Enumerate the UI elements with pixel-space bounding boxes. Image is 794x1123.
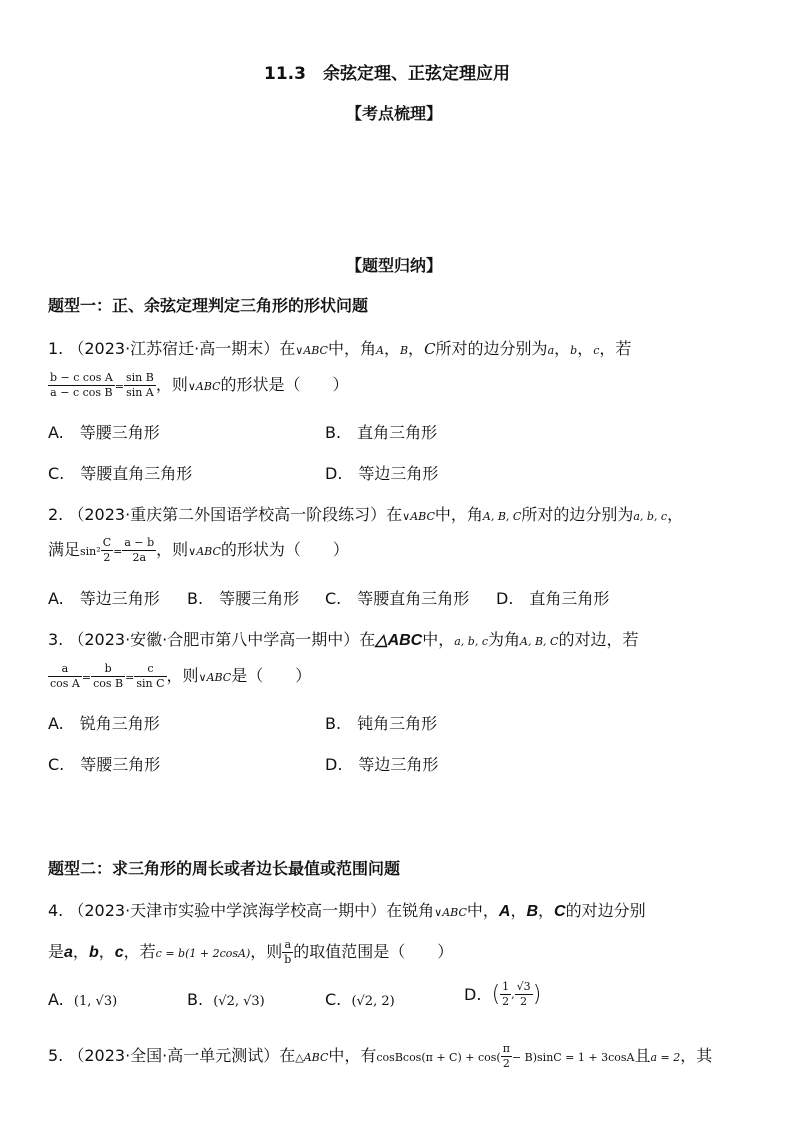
q1-tri: ∨ABC xyxy=(295,344,328,357)
q4-option-c[interactable] xyxy=(325,990,395,1009)
type1-heading: 题型一：正、余弦定理判定三角形的形状问题 xyxy=(48,296,369,315)
q2-frac-den: 2 xyxy=(103,551,111,564)
q4-sep: ， xyxy=(538,901,555,920)
q4-sep: ， xyxy=(98,942,115,961)
q3-frac-num: a xyxy=(48,662,82,677)
q4-option-d[interactable] xyxy=(464,980,541,1009)
q1-sep: ， xyxy=(554,339,571,358)
section-tixing: 【题型归纳】 xyxy=(346,256,443,275)
q2-option-c[interactable]: C. 等腰直角三角形 xyxy=(325,589,470,608)
q3-number: 3. xyxy=(48,630,64,649)
q3-option-b[interactable]: B. 钝角三角形 xyxy=(325,714,438,733)
q2-sin2: sin² xyxy=(80,545,101,558)
q5-tri: △ABC xyxy=(295,1051,329,1064)
q3-text: 是（ ） xyxy=(231,666,312,685)
q3-option-c[interactable]: C. 等腰三角形 xyxy=(48,755,161,774)
q1-fraction xyxy=(48,371,115,400)
q3-equals: = xyxy=(125,671,135,684)
q5-text: 中，有 xyxy=(328,1046,377,1065)
q2-frac-num: a − b xyxy=(124,536,155,549)
q5-expression: − B)sinC = 1 + 3cosA xyxy=(511,1051,635,1064)
q2-frac-num: C xyxy=(102,536,112,549)
q3-frac-den: cos A xyxy=(50,677,80,690)
q5-number: 5. xyxy=(48,1046,64,1065)
q3-text: ，则 xyxy=(166,666,199,685)
q2-text: 中，角 xyxy=(434,505,483,524)
section-kaodian: 【考点梳理】 xyxy=(346,104,443,123)
q2-option-d[interactable]: D. 直角三角形 xyxy=(496,589,610,608)
q3-line2 xyxy=(48,662,311,691)
q5-frac-den: 2 xyxy=(502,1057,510,1070)
q4-option-d-label: D. xyxy=(464,985,482,1004)
q3-frac-num: c xyxy=(134,662,166,677)
q4-side-c: c xyxy=(114,944,124,961)
q4-option-d-close-paren: ) xyxy=(532,982,542,1007)
q3-frac-den: cos B xyxy=(93,677,124,690)
q2-angles: A, B, C xyxy=(482,510,522,523)
q5-fraction xyxy=(501,1042,512,1071)
q4-option-a-label: A. xyxy=(48,990,64,1009)
q3-fraction xyxy=(48,662,82,691)
q3-frac-den: sin C xyxy=(136,677,165,690)
q2-equals: = xyxy=(113,545,123,558)
q5-line1 xyxy=(48,1042,712,1071)
q2-frac-den: 2a xyxy=(132,551,147,564)
q2-text: ， xyxy=(667,505,684,524)
q4-option-a[interactable] xyxy=(48,990,117,1009)
q3-source: （2023·安徽·合肥市第八中学高一期中）在 xyxy=(68,630,376,649)
q1-option-d[interactable]: D. 等边三角形 xyxy=(325,464,439,483)
q1-angle-a: A xyxy=(375,344,384,357)
q4-option-b[interactable] xyxy=(187,990,265,1009)
q2-tri: ∨ABC xyxy=(402,510,435,523)
q1-tri: ∨ABC xyxy=(187,380,221,393)
q4-condition: c = b(1 + 2cosA) xyxy=(155,947,251,960)
q4-fraction xyxy=(282,938,293,967)
q4-frac-den: b xyxy=(284,953,292,966)
q2-text: 的形状为（ ） xyxy=(220,540,349,559)
q1-text: 所对的边分别为 xyxy=(435,339,548,358)
q4-sep: ， xyxy=(510,901,527,920)
q3-fraction xyxy=(91,662,125,691)
q4-option-c-value: (√2, 2) xyxy=(351,994,395,1009)
q4-text: 是 xyxy=(48,942,65,961)
q1-number: 1. xyxy=(48,339,64,358)
q1-sep: ， xyxy=(577,339,594,358)
q4-text: ，若 xyxy=(123,942,156,961)
q5-condition: a = 2 xyxy=(650,1051,681,1064)
q1-equals: = xyxy=(114,380,124,393)
q4-option-b-label: B. xyxy=(187,990,204,1009)
q2-option-b[interactable]: B. 等腰三角形 xyxy=(187,589,300,608)
q1-option-b[interactable]: B. 直角三角形 xyxy=(325,423,438,442)
q1-option-a[interactable]: A. 等腰三角形 xyxy=(48,423,160,442)
q2-line2 xyxy=(48,536,349,565)
q4-text: ，则 xyxy=(250,942,283,961)
q3-tri: △ABC xyxy=(375,632,423,649)
q1-sep: ， xyxy=(408,339,425,358)
q1-option-c[interactable]: C. 等腰直角三角形 xyxy=(48,464,193,483)
q4-option-d-frac-num: 1 xyxy=(502,980,510,993)
q1-side-a: a xyxy=(547,344,555,357)
q5-expression: cosBcos(π + C) + cos( xyxy=(376,1051,501,1064)
q4-text: 的对边分别 xyxy=(565,901,646,920)
q3-equals: = xyxy=(81,671,92,684)
q4-angle-c: C xyxy=(554,903,566,920)
q1-angle-c: C xyxy=(424,340,436,358)
q4-option-d-frac-den: 2 xyxy=(520,995,528,1008)
q4-option-d-comma: , xyxy=(511,988,515,1001)
q5-text: 且 xyxy=(634,1046,651,1065)
q4-source: （2023·天津市实验中学滨海学校高一期中）在锐角 xyxy=(68,901,435,920)
q1-angle-b: B xyxy=(399,344,409,357)
q1-fraction xyxy=(124,371,156,400)
q4-option-d-frac-num: √3 xyxy=(516,980,531,993)
q2-tri: ∨ABC xyxy=(188,545,221,558)
q5-text: ，其 xyxy=(680,1046,713,1065)
q3-option-d[interactable]: D. 等边三角形 xyxy=(325,755,439,774)
q1-side-b: b xyxy=(570,344,578,357)
q1-frac-num: sin B xyxy=(126,371,154,384)
q4-angle-a: A xyxy=(498,903,511,920)
q2-line1 xyxy=(48,502,683,525)
q3-text: 为角 xyxy=(488,630,521,649)
q5-source: （2023·全国·高一单元测试）在 xyxy=(68,1046,296,1065)
q4-sep: ， xyxy=(72,942,89,961)
q4-option-d-fraction xyxy=(515,980,533,1009)
q1-text: ，若 xyxy=(599,339,632,358)
q2-text: 所对的边分别为 xyxy=(521,505,634,524)
q3-option-a[interactable]: A. 锐角三角形 xyxy=(48,714,160,733)
q2-option-a[interactable]: A. 等边三角形 xyxy=(48,589,160,608)
page-title: 11.3 余弦定理、正弦定理应用 xyxy=(264,64,510,84)
q3-sides: a, b, c xyxy=(454,635,488,648)
q4-text: 中， xyxy=(466,901,499,920)
q4-option-c-label: C. xyxy=(325,990,342,1009)
type2-heading: 题型二：求三角形的周长或者边长最值或范围问题 xyxy=(48,859,401,878)
q1-side-c: c xyxy=(593,344,600,357)
q4-option-b-value: (√2, √3) xyxy=(213,994,265,1009)
q2-fraction xyxy=(101,536,113,565)
q1-text: 的形状是（ ） xyxy=(220,375,349,394)
q4-frac-num: a xyxy=(282,938,293,953)
q1-sep: ， xyxy=(383,339,400,358)
q3-text: 的对边，若 xyxy=(558,630,639,649)
q2-source: （2023·重庆第二外国语学校高一阶段练习）在 xyxy=(68,505,403,524)
q3-line1 xyxy=(48,627,638,650)
q2-text: ，则 xyxy=(156,540,189,559)
q4-option-d-fraction xyxy=(500,980,511,1009)
q4-side-a: a xyxy=(64,944,73,961)
q1-frac-den: a − c cos B xyxy=(50,386,113,399)
q4-tri: ∨ABC xyxy=(434,906,467,919)
q3-fraction xyxy=(134,662,166,691)
q3-frac-num: b xyxy=(91,662,125,677)
q4-line2 xyxy=(48,938,453,967)
q2-fraction xyxy=(122,536,156,565)
q4-angle-b: B xyxy=(526,903,539,920)
q5-frac-num: π xyxy=(502,1042,510,1055)
q4-option-a-value: (1, √3) xyxy=(73,994,118,1009)
q4-side-b: b xyxy=(88,944,99,961)
q1-frac-den: sin A xyxy=(126,386,154,399)
q4-number: 4. xyxy=(48,901,64,920)
q3-tri: ∨ABC xyxy=(198,671,232,684)
q1-source: （2023·江苏宿迁·高一期末）在 xyxy=(68,339,296,358)
q1-text: 中，角 xyxy=(327,339,376,358)
q2-text: 满足 xyxy=(48,540,81,559)
q4-option-d-open-paren: ( xyxy=(491,982,501,1007)
q1-line2 xyxy=(48,371,349,400)
q1-text: ，则 xyxy=(155,375,188,394)
q4-text: 的取值范围是（ ） xyxy=(293,942,454,961)
q2-number: 2. xyxy=(48,505,64,524)
q3-text: 中， xyxy=(422,630,455,649)
q3-angles: A, B, C xyxy=(520,635,559,648)
q1-line1 xyxy=(48,336,631,359)
q1-frac-num: b − c cos A xyxy=(50,371,113,384)
q4-option-d-frac-den: 2 xyxy=(502,995,510,1008)
q4-line1 xyxy=(48,898,646,921)
q2-sides: a, b, c xyxy=(633,510,668,523)
